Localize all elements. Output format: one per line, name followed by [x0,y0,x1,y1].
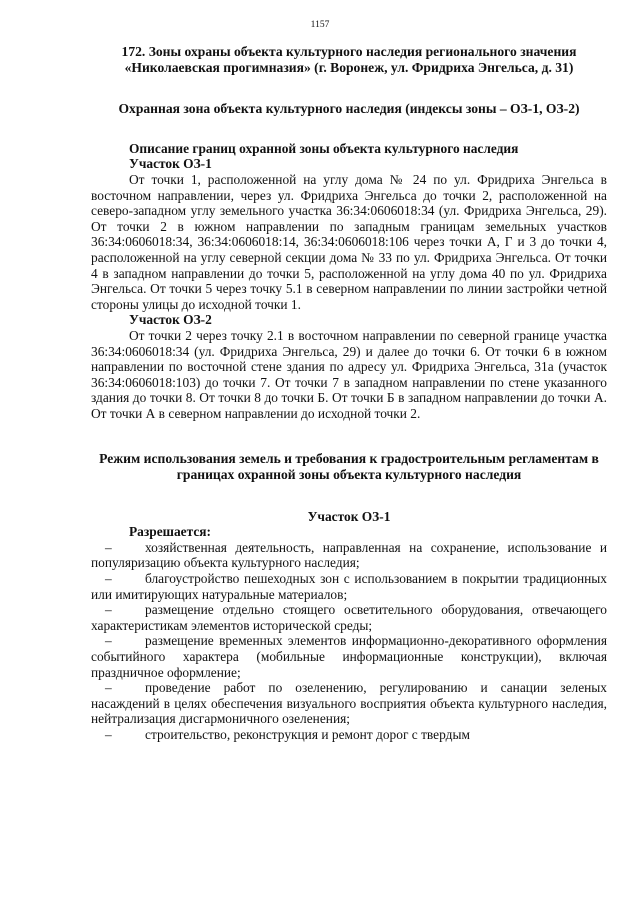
document-title: 172. Зоны охраны объекта культурного наследия регионального значения «Николаевская прогимназия» (г. Воронеж, ул. Фридриха Энгельса, д. 31) [121,44,577,75]
regime-section-label: Участок ОЗ-1 [307,508,391,524]
list-item-text: размещение временных элементов информационно-декоративного оформления событийного характера (мобильные информационные конструкции), включая праздничное оформление; [91,633,607,680]
dash-marker: – [105,571,112,587]
document-content [91,44,607,743]
dash-marker: – [105,726,112,742]
dash-marker: – [105,680,112,696]
list-item [91,540,607,571]
list-item [91,571,607,602]
list-item-text: строительство, реконструкция и ремонт дорог с твердым [145,726,470,742]
section-text: От точки 2 через точку 2.1 в восточном направлении по северной границе участка 36:34:0606018:34 (ул. Фридриха Энгельса, 29) и далее до точки 6. От точки 6 в южном направлении по восточной стене здания по адресу ул. Фридриха Энгельса, 31а (участок 36:34:0606018:103) до точки 7. От точки 7 в западном направлении по стене указанного здания до точки 8. От точки 8 до точки Б. От точки Б в западном направлении до точки А. От точки А в северном направлении до исходной точки 2. [91,327,607,421]
section-text: От точки 1, расположенной на углу дома № 24 по ул. Фридриха Энгельса в восточном направлении, через ул. Фридриха Энгельса до точки 2, расположенной на северо-западном углу земельного участка 36:34:0606018:34 (ул. Фридриха Энгельса, 29). От точки 2 в южном направлении по западным границам земельных участков 36:34:0606018:34, 36:34:0606018:14, 36:34:0606018:106 через точки А, Г и 3 до точки 4, расположенной на углу северной секции дома № 33 по ул. Фридриха Энгельса. От точки 4 в западном направлении до точки 5, расположенной на углу дома 40 по ул. Фридриха Энгельса. От точки 5 через точку 5.1 в северном направлении по линии застройки четной стороны улицы до исходной точки 1. [91,171,607,312]
list-item-text: благоустройство пешеходных зон с использованием в покрытии традиционных или имитирующих натуральные материалов; [91,571,607,602]
section-label: Участок ОЗ-2 [129,312,212,328]
page-number: 1157 [310,20,330,30]
regime-heading: Режим использования земель и требования к градостроительным регламентам в границах охранной зоны объекта культурного наследия [99,451,599,483]
boundaries-heading: Описание границ охранной зоны объекта культурного наследия [129,140,519,156]
list-item [91,680,607,727]
list-item [91,602,607,633]
list-item-text: проведение работ по озеленению, регулированию и санации зеленых насаждений в целях обеспечения визуального восприятия объекта культурного наследия, нейтрализация дисгармоничного озеленения; [91,680,607,727]
allowed-list [91,540,607,743]
list-item [91,727,607,743]
list-item-text: хозяйственная деятельность, направленная на сохранение, использование и популяризацию объекта культурного наследия; [91,539,607,571]
dash-marker: – [105,539,112,555]
protection-zone-heading: Охранная зона объекта культурного наследия (индексы зоны – ОЗ-1, ОЗ-2) [118,101,580,117]
allowed-label: Разрешается: [129,524,211,540]
dash-marker: – [105,633,112,649]
list-item-text: размещение отдельно стоящего осветительного оборудования, отвечающего характеристикам элементов исторической среды; [91,602,607,633]
dash-marker: – [105,602,112,618]
section-label: Участок ОЗ-1 [129,156,212,172]
list-item [91,633,607,680]
